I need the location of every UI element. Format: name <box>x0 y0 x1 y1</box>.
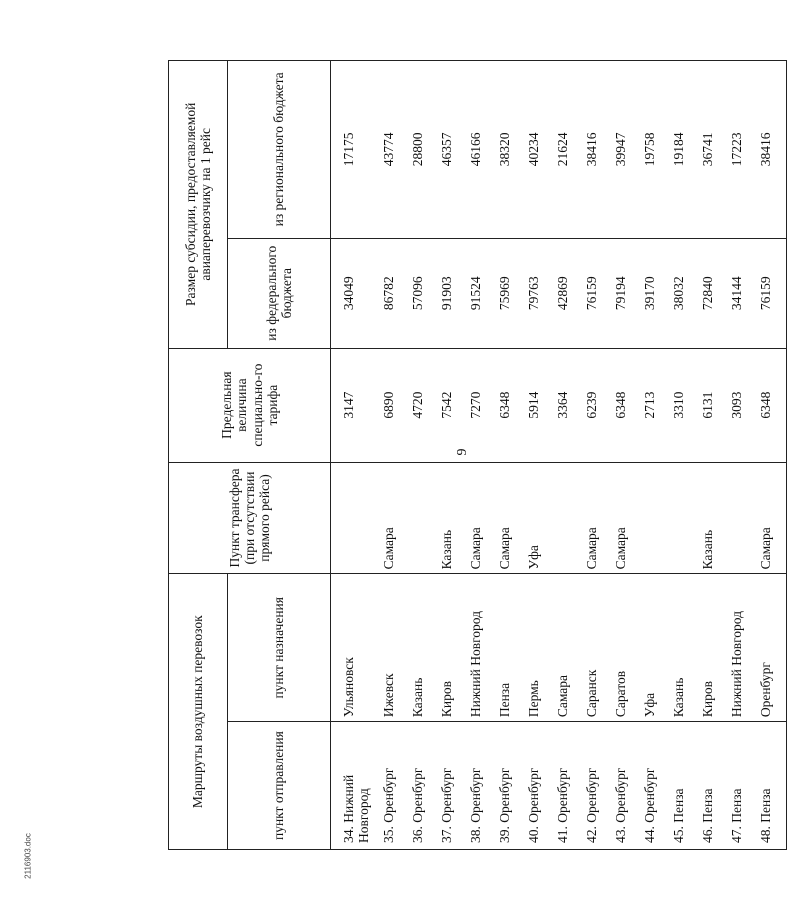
destination-cell: Оренбург <box>758 574 787 722</box>
destination-cell: Киров <box>439 574 468 722</box>
regional-subsidy-cell: 38416 <box>584 61 613 239</box>
departure-cell: 48. Пенза <box>758 722 787 850</box>
federal-subsidy-cell: 76159 <box>758 238 787 348</box>
table-row <box>331 61 381 850</box>
header-destination: пункт назначения <box>228 574 331 722</box>
header-transfer: Пункт трансфера (при отсутствии прямого рейса) <box>169 462 331 574</box>
tariff-cell: 6239 <box>584 348 613 462</box>
tariff-cell: 3364 <box>555 348 584 462</box>
table-row <box>526 61 555 850</box>
header-federal: из федерального бюджета <box>228 238 331 348</box>
regional-subsidy-cell: 28800 <box>410 61 439 239</box>
departure-cell: 45. Пенза <box>671 722 700 850</box>
header-max-tariff: Предельная величина специально-го тарифа <box>169 348 331 462</box>
transfer-cell: Казань <box>700 462 729 574</box>
regional-subsidy-cell: 17223 <box>729 61 758 239</box>
header-regional: из регионального бюджета <box>228 61 331 239</box>
table-row <box>555 61 584 850</box>
page-number: 9 <box>455 448 470 456</box>
transfer-cell: Самара <box>468 462 497 574</box>
subsidy-table <box>168 60 787 850</box>
transfer-cell <box>331 462 381 574</box>
regional-subsidy-cell: 46166 <box>468 61 497 239</box>
departure-cell: 44. Оренбург <box>642 722 671 850</box>
departure-cell: 38. Оренбург <box>468 722 497 850</box>
destination-cell: Саратов <box>613 574 642 722</box>
destination-cell: Ижевск <box>381 574 410 722</box>
tariff-cell: 7270 <box>468 348 497 462</box>
file-label: 2116903.doc <box>23 833 33 879</box>
table-row <box>613 61 642 850</box>
federal-subsidy-cell: 79763 <box>526 238 555 348</box>
regional-subsidy-cell: 46357 <box>439 61 468 239</box>
transfer-cell <box>671 462 700 574</box>
federal-subsidy-cell: 91524 <box>468 238 497 348</box>
table-row <box>700 61 729 850</box>
destination-cell: Казань <box>671 574 700 722</box>
federal-subsidy-cell: 79194 <box>613 238 642 348</box>
regional-subsidy-cell: 19758 <box>642 61 671 239</box>
document-table-container <box>168 60 773 850</box>
table-row <box>671 61 700 850</box>
federal-subsidy-cell: 34049 <box>331 238 381 348</box>
regional-subsidy-cell: 38416 <box>758 61 787 239</box>
header-departure: пункт отправления <box>228 722 331 850</box>
regional-subsidy-cell: 39947 <box>613 61 642 239</box>
regional-subsidy-cell: 36741 <box>700 61 729 239</box>
tariff-cell: 3147 <box>331 348 381 462</box>
destination-cell: Пермь <box>526 574 555 722</box>
tariff-cell: 5914 <box>526 348 555 462</box>
federal-subsidy-cell: 91903 <box>439 238 468 348</box>
transfer-cell: Самара <box>497 462 526 574</box>
tariff-cell: 3093 <box>729 348 758 462</box>
federal-subsidy-cell: 75969 <box>497 238 526 348</box>
federal-subsidy-cell: 86782 <box>381 238 410 348</box>
federal-subsidy-cell: 38032 <box>671 238 700 348</box>
transfer-cell <box>555 462 584 574</box>
table-row <box>439 61 468 850</box>
regional-subsidy-cell: 21624 <box>555 61 584 239</box>
transfer-cell: Самара <box>613 462 642 574</box>
table-row <box>497 61 526 850</box>
departure-cell: 36. Оренбург <box>410 722 439 850</box>
transfer-cell: Самара <box>584 462 613 574</box>
header-routes: Маршруты воздушных перевозок <box>169 574 228 850</box>
regional-subsidy-cell: 38320 <box>497 61 526 239</box>
table-row <box>410 61 439 850</box>
tariff-cell: 7542 <box>439 348 468 462</box>
tariff-cell: 4720 <box>410 348 439 462</box>
table-row <box>758 61 787 850</box>
destination-cell: Нижний Новгород <box>729 574 758 722</box>
federal-subsidy-cell: 57096 <box>410 238 439 348</box>
table-row <box>381 61 410 850</box>
tariff-cell: 6348 <box>613 348 642 462</box>
destination-cell: Пенза <box>497 574 526 722</box>
transfer-cell: Уфа <box>526 462 555 574</box>
destination-cell: Киров <box>700 574 729 722</box>
destination-cell: Уфа <box>642 574 671 722</box>
destination-cell: Нижний Новгород <box>468 574 497 722</box>
transfer-cell <box>642 462 671 574</box>
tariff-cell: 6348 <box>758 348 787 462</box>
destination-cell: Саранск <box>584 574 613 722</box>
tariff-cell: 2713 <box>642 348 671 462</box>
federal-subsidy-cell: 72840 <box>700 238 729 348</box>
tariff-cell: 6131 <box>700 348 729 462</box>
departure-cell: 40. Оренбург <box>526 722 555 850</box>
table-row <box>468 61 497 850</box>
table-row <box>729 61 758 850</box>
transfer-cell: Самара <box>758 462 787 574</box>
departure-cell: 42. Оренбург <box>584 722 613 850</box>
departure-cell: 41. Оренбург <box>555 722 584 850</box>
tariff-cell: 6890 <box>381 348 410 462</box>
departure-cell: 39. Оренбург <box>497 722 526 850</box>
destination-cell: Ульяновск <box>331 574 381 722</box>
destination-cell: Самара <box>555 574 584 722</box>
departure-cell: 46. Пенза <box>700 722 729 850</box>
transfer-cell: Самара <box>381 462 410 574</box>
departure-cell: 47. Пенза <box>729 722 758 850</box>
transfer-cell <box>410 462 439 574</box>
tariff-cell: 6348 <box>497 348 526 462</box>
departure-cell: 35. Оренбург <box>381 722 410 850</box>
transfer-cell <box>729 462 758 574</box>
federal-subsidy-cell: 42869 <box>555 238 584 348</box>
federal-subsidy-cell: 76159 <box>584 238 613 348</box>
regional-subsidy-cell: 40234 <box>526 61 555 239</box>
table-body <box>331 61 787 850</box>
regional-subsidy-cell: 43774 <box>381 61 410 239</box>
header-subsidy: Размер субсидии, предоставляемой авиаперевозчику на 1 рейс <box>169 61 228 349</box>
federal-subsidy-cell: 39170 <box>642 238 671 348</box>
regional-subsidy-cell: 17175 <box>331 61 381 239</box>
federal-subsidy-cell: 34144 <box>729 238 758 348</box>
transfer-cell: Казань <box>439 462 468 574</box>
table-row <box>642 61 671 850</box>
departure-cell: 37. Оренбург <box>439 722 468 850</box>
tariff-cell: 3310 <box>671 348 700 462</box>
departure-cell: 34. Нижний Новгород <box>331 722 381 850</box>
destination-cell: Казань <box>410 574 439 722</box>
table-row <box>584 61 613 850</box>
departure-cell: 43. Оренбург <box>613 722 642 850</box>
regional-subsidy-cell: 19184 <box>671 61 700 239</box>
